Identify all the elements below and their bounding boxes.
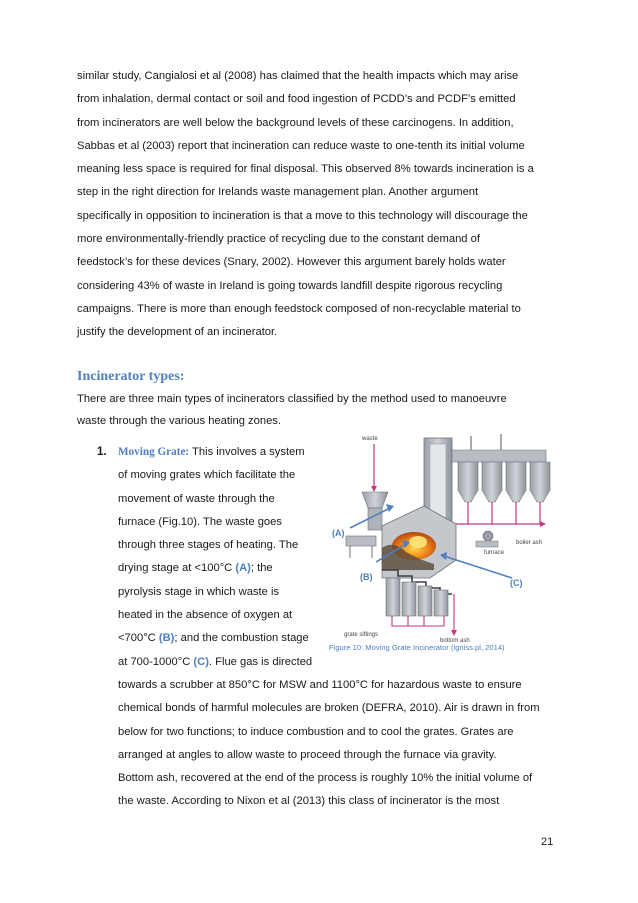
grate-siftings-flow xyxy=(392,616,444,626)
paragraph-line: feedstock’s for these devices (Snary, 2002). However this argument barely holds water xyxy=(77,256,506,269)
feed-chute xyxy=(368,508,382,530)
item-text-segment: ; the xyxy=(250,562,273,575)
air-plenum xyxy=(434,590,448,616)
air-plenum xyxy=(402,582,416,616)
hopper xyxy=(506,462,526,502)
item-line xyxy=(118,651,578,674)
label-grate-siftings: grate siftings xyxy=(344,632,379,638)
item-text-segment: <700°C xyxy=(118,632,159,645)
item-line: of moving grates which facilitate the xyxy=(118,469,296,482)
label-b: (B) xyxy=(360,572,373,582)
feed-hopper xyxy=(362,492,388,508)
hopper xyxy=(482,462,502,502)
item-line: Bottom ash, recovered at the end of the process is roughly 10% the initial volume of xyxy=(118,772,533,785)
paragraph-line: campaigns. There is more than enough feedstock composed of non-recyclable material to xyxy=(77,302,521,315)
ram-feeder xyxy=(346,536,376,546)
paragraph-line: meaning less space is required for final disposal. This observed 8% towards incineration is a xyxy=(77,163,534,176)
label-a: (A) xyxy=(332,528,345,538)
item-line: furnace (Fig.10). The waste goes xyxy=(118,515,282,528)
hopper xyxy=(530,462,550,502)
paragraph-line: more environmentally-friendly practice of recycling due to the constant demand of xyxy=(77,233,480,246)
incinerator-diagram xyxy=(326,428,558,653)
flue-duct xyxy=(452,450,546,462)
paragraph-line: justify the development of an incinerator. xyxy=(77,326,278,339)
fan xyxy=(483,531,493,541)
stage-a-tag: (A) xyxy=(235,562,251,575)
label-bottom-ash: bottom ash xyxy=(440,638,470,644)
figure-caption: Figure 10: Moving Grate Incinerator (igniss.pl, 2014) xyxy=(329,643,505,652)
air-plenum xyxy=(418,586,432,616)
air-plenum xyxy=(386,578,400,616)
body-paragraph xyxy=(77,65,567,345)
fan-housing xyxy=(476,541,498,547)
hopper xyxy=(458,462,478,502)
paragraph-line: step in the right direction for Irelands waste management plan. Another argument xyxy=(77,186,479,199)
paragraph-line: considering 43% of waste in Ireland is going towards landfill despite rigorous recycling xyxy=(77,279,503,292)
item-text-segment: . Flue gas is directed xyxy=(208,655,313,668)
list-number: 1. xyxy=(97,446,107,458)
label-c: (C) xyxy=(510,578,523,588)
item-line: pyrolysis stage in which waste is xyxy=(118,585,280,598)
combustion-fire-core xyxy=(409,536,427,548)
waste-arrow-head xyxy=(371,486,377,492)
paragraph-line: specifically in opposition to incineration is that a move to this technology will discourage the xyxy=(77,209,528,222)
page-number: 21 xyxy=(541,836,554,848)
stage-c-tag: (C) xyxy=(193,655,209,668)
item-line: the waste. According to Nixon et al (2013) this class of incinerator is the most xyxy=(118,795,500,808)
item-text-segment: at 700-1000°C xyxy=(118,655,194,668)
annotation-arrow-a-head xyxy=(386,504,394,512)
label-waste: waste xyxy=(362,436,378,442)
paragraph-line: from inhalation, dermal contact or soil and food ingestion of PCDD’s and PCDF’s emitted xyxy=(77,93,516,106)
intro-line: waste through the various heating zones. xyxy=(77,415,281,427)
section-intro xyxy=(77,388,577,432)
boiler-ash-arrow-head xyxy=(540,521,546,527)
item-line: chemical bonds of harmful molecules are broken (DEFRA, 2010). Air is drawn in from xyxy=(118,702,540,715)
item-line: towards a scrubber at 850°C for MSW and 1100°C for hazardous waste to ensure xyxy=(118,678,522,691)
item-line: heated in the absence of oxygen at xyxy=(118,609,293,622)
bottom-ash-arrow-head xyxy=(451,630,457,636)
term-moving-grate: Moving Grate: xyxy=(118,446,190,458)
item-line: movement of waste through the xyxy=(118,492,275,505)
item-line: arranged at angles to allow waste to proceed through the furnace via gravity. xyxy=(118,748,497,761)
paragraph-line: similar study, Cangialosi et al (2008) has claimed that the health impacts which may arise xyxy=(77,70,519,82)
paragraph-line: from incinerators are well below the background levels of these carcinogens. In addition, xyxy=(77,116,514,129)
item-text-segment: drying stage at <100°C xyxy=(118,562,236,575)
label-furnace: furnace xyxy=(484,550,505,556)
stage-b-tag: (B) xyxy=(158,632,175,645)
intro-line: There are three main types of incinerators classified by the method used to manoeuvre xyxy=(77,393,507,405)
item-line: below for two functions; to induce combustion and to cool the grates. Grates are xyxy=(118,725,514,738)
section-heading: Incinerator types: xyxy=(77,369,185,384)
label-boiler-ash: boiler ash xyxy=(516,540,543,546)
annotation-arrow-c xyxy=(444,556,512,578)
paragraph-line: Sabbas et al (2003) report that incineration can reduce waste to one-tenth its initial volume xyxy=(77,139,525,152)
item-line: through three stages of heating. The xyxy=(118,539,299,552)
item-text-segment: ; and the combustion stage xyxy=(174,632,309,645)
item-line-rest: This involves a system xyxy=(189,446,305,458)
